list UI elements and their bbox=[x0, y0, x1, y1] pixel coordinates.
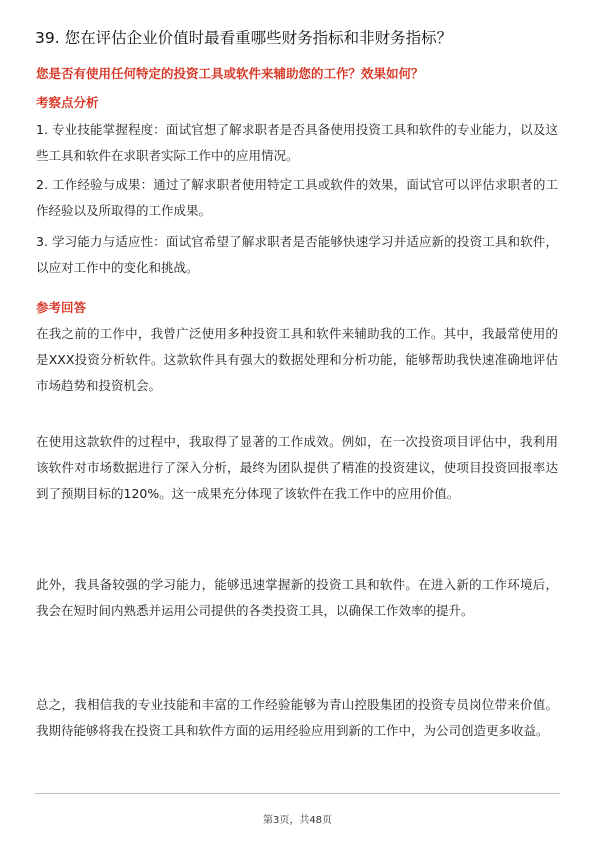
answer-paragraph: 在使用这款软件的过程中，我取得了显著的工作成效。例如，在一次投资项目评估中，我利用该软件对市场数据进行了深入分析，最终为团队提供了精准的投资建议，使项目投资回报率达到了预期目标的120%。这一成果充分体现了该软件在我工作中的应用价值。 bbox=[36, 434, 558, 501]
page-number: 第3页，共48页 bbox=[262, 815, 333, 826]
question-title: 39. 您在评估企业价值时最看重哪些财务指标和非财务指标？ bbox=[35, 29, 453, 47]
analysis-point: 1. 专业技能掌握程度：面试官想了解求职者是否具备使用投资工具和软件的专业能力，以及这些工具和软件在求职者实际工作中的应用情况。 bbox=[36, 122, 558, 163]
answer-paragraph: 在我之前的工作中，我曾广泛使用多种投资工具和软件来辅助我的工作。其中，我最常使用的是XXX投资分析软件。这款软件具有强大的数据处理和分析功能，能够帮助我快速准确地评估市场趋势和投资机会。 bbox=[36, 326, 558, 393]
footer-divider bbox=[35, 793, 560, 794]
analysis-heading: 考察点分析 bbox=[36, 95, 99, 110]
answer-heading: 参考回答 bbox=[36, 300, 87, 315]
answer-paragraph: 此外，我具备较强的学习能力，能够迅速掌握新的投资工具和软件。在进入新的工作环境后，我会在短时间内熟悉并运用公司提供的各类投资工具，以确保工作效率的提升。 bbox=[36, 577, 558, 618]
sub-question: 您是否有使用任何特定的投资工具或软件来辅助您的工作？效果如何？ bbox=[36, 66, 424, 81]
analysis-point: 3. 学习能力与适应性：面试官希望了解求职者是否能够快速学习并适应新的投资工具和软件，以应对工作中的变化和挑战。 bbox=[36, 234, 558, 275]
analysis-point: 2. 工作经验与成果：通过了解求职者使用特定工具或软件的效果，面试官可以评估求职者的工作经验以及所取得的工作成果。 bbox=[36, 177, 558, 218]
answer-paragraph: 总之，我相信我的专业技能和丰富的工作经验能够为青山控股集团的投资专员岗位带来价值。我期待能够将我在投资工具和软件方面的运用经验应用到新的工作中，为公司创造更多收益。 bbox=[36, 697, 558, 738]
